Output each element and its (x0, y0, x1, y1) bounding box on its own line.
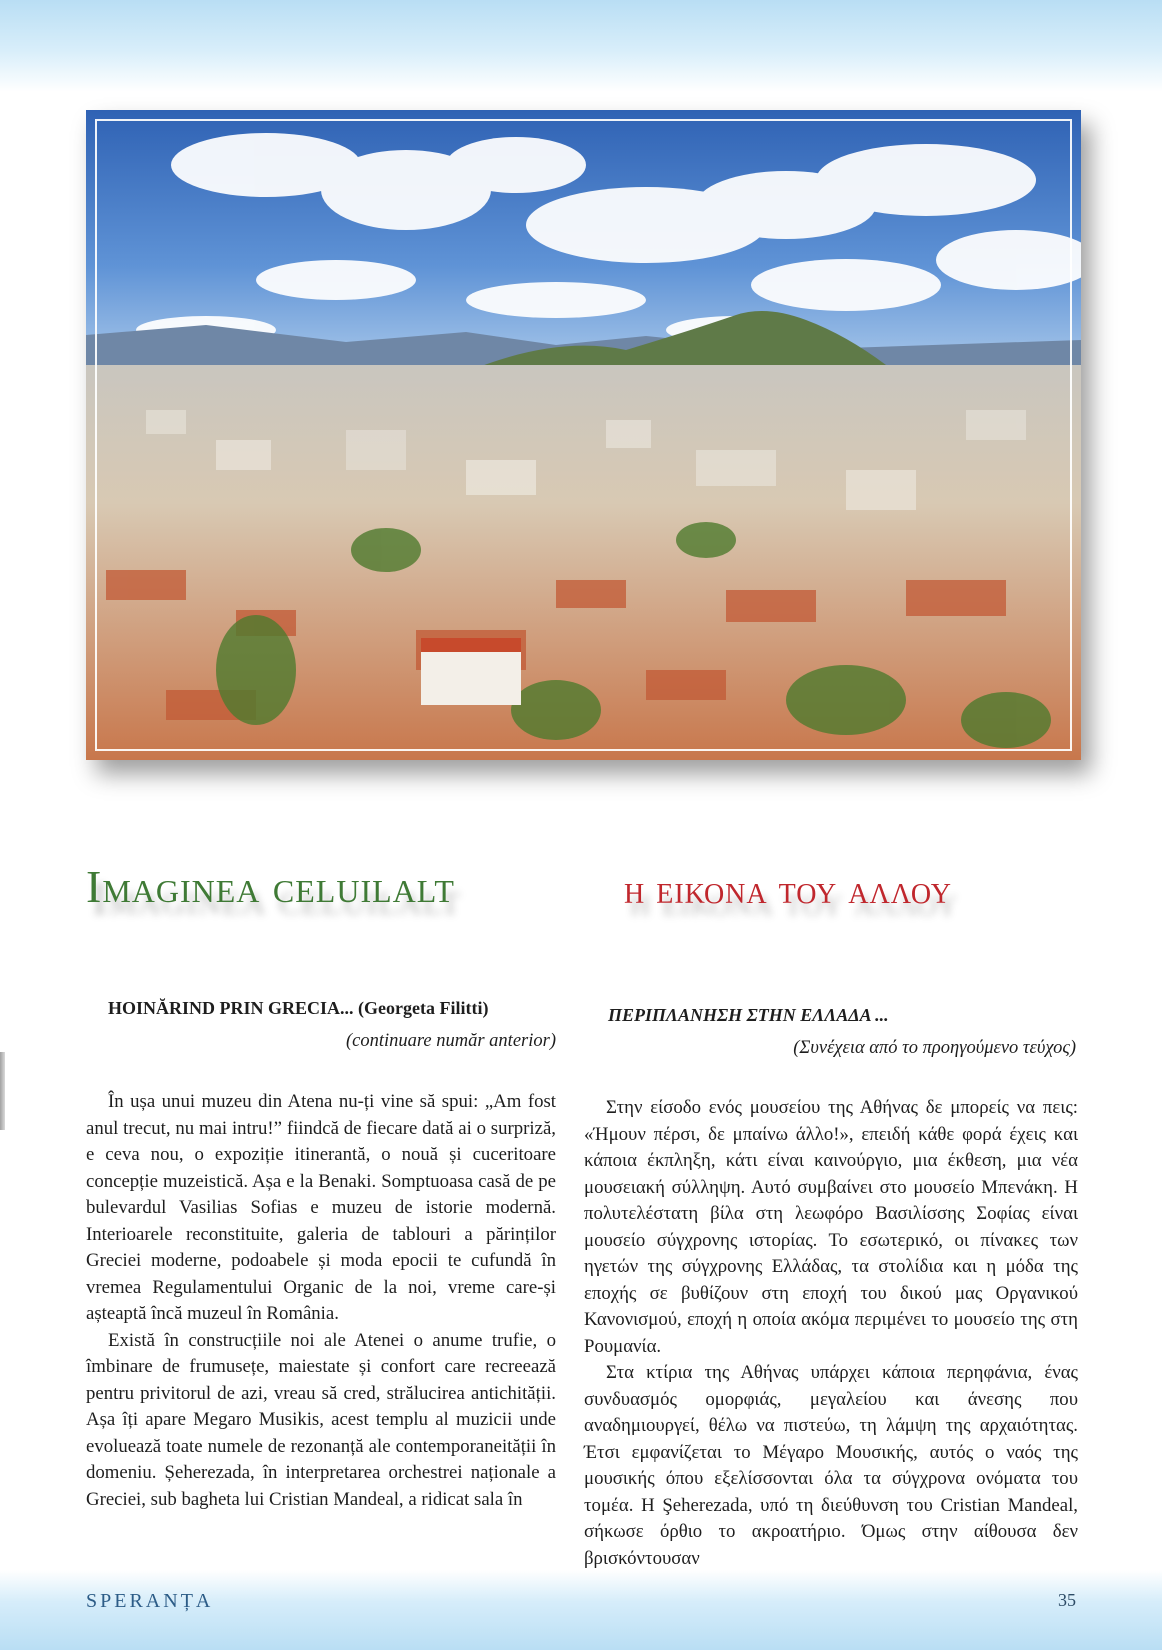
paragraph: Στα κτίρια της Αθήνας υπάρχει κάποια περηφάνια, ένας συνδυασμός ομορφιάς, μεγαλείου και άνεσης που αναδημιουργεί, θέλω να πιστεύω, τη λάμψη της αρχαιότητας. Έτσι εμφανίζεται το Μέγαρο Μουσικής, αυτός ο ναός της μουσικής όπου εξελίσσονται όλα τα σύγχρονα ονόματα του τομέα. Η Şeherezada, υπό τη διεύθυνση του Cristian Mandeal, σήκωσε όρθιο το ακροατήριο. Όμως στην αίθουσα δεν βρισκόντουσαν (584, 1362, 1078, 1569)
heading-greek: η εικονα του αλλου (624, 867, 952, 912)
continuation-note-romanian: (continuare număr anterior) (346, 1031, 556, 1051)
top-gradient-band (0, 0, 1162, 92)
paragraph: Există în construcțiile noi ale Atenei o anume trufie, o îmbinare de frumusețe, maiestate și confort care recreează pentru privitorul de azi, vreau să cred, strălucirea antichității. Așa îți apare Megaro Musikis, acest templu al muzicii unde evoluează toate numele de rezonanță ale contemporaneității în domeniu. Șeherezada, în interpretarea orchestrei naționale a Greciei, sub bagheta lui Cristian Mandeal, a ridicat sala în (86, 1329, 556, 1510)
heading-romanian: Imaginea celuilalt (86, 861, 455, 912)
page-edge-mark (0, 1052, 5, 1130)
paragraph: Στην είσοδο ενός μουσείου της Αθήνας δε μπορείς να πεις: «Ήμουν πέρσι, δε μπαίνω άλλο!», επειδή κάθε φορά έχεις και κάποια έκπληξη, κάτι είναι καινούργιο, μια έκθεση, μια νέα μουσειακή σύλληψη. Αυτό συμβαίνει στο μουσείο Μπενάκη. Η πολυτελέστατη βίλα στη λεωφόρο Βασιλίσσης Σοφίας είναι μουσείο σύγχρονης ιστορίας. Το εσωτερικό, οι πίνακες των ηγετών της σύγχρονης Ελλάδας, τα στολίδια και η μόδα της εποχής σε βυθίζουν στη εποχή του δικού μας Οργανικού Κανονισμού, εποχή η οποία ακόμα περιμένει το μουσείο της στη Ρουμανία. (584, 1097, 1078, 1357)
article-subtitle-greek: ΠΕΡΙΠΛΑΝΗΣΗ ΣΤΗΝ ΕΛΛΑΔΑ ... (608, 1005, 889, 1025)
article-body-romanian (86, 1089, 556, 1513)
photo-illustration (86, 110, 1081, 760)
article-body-greek (584, 1095, 1078, 1572)
magazine-name: SPERANȚA (86, 1590, 214, 1612)
athens-cityscape-photo (86, 110, 1081, 760)
paragraph: În ușa unui muzeu din Atena nu-ți vine să spui: „Am fost anul trecut, nu mai intru!” fiindcă de fiecare dată ai o surpriză, e ceva nou, o expoziție itinerantă, o nouă și cuceritoare concepție muzeistică. Așa e la Benaki. Somptuoasa casă de pe bulevardul Vasilias Sofias e muzeu de istorie modernă. Interioarele reconstituite, galeria de tablouri a părinților Greciei moderne, podoabele și moda epocii te cufundă în vremea Regulamentului Organic de la noi, vreme care-și așteaptă încă muzeul în România. (86, 1091, 556, 1324)
page-number: 35 (1058, 1590, 1076, 1610)
continuation-note-greek: (Συνέχεια από το προηγούμενο τεύχος) (793, 1038, 1076, 1058)
article-subtitle-romanian: HOINĂRIND PRIN GRECIA... (Georgeta Filitti) (108, 998, 489, 1018)
